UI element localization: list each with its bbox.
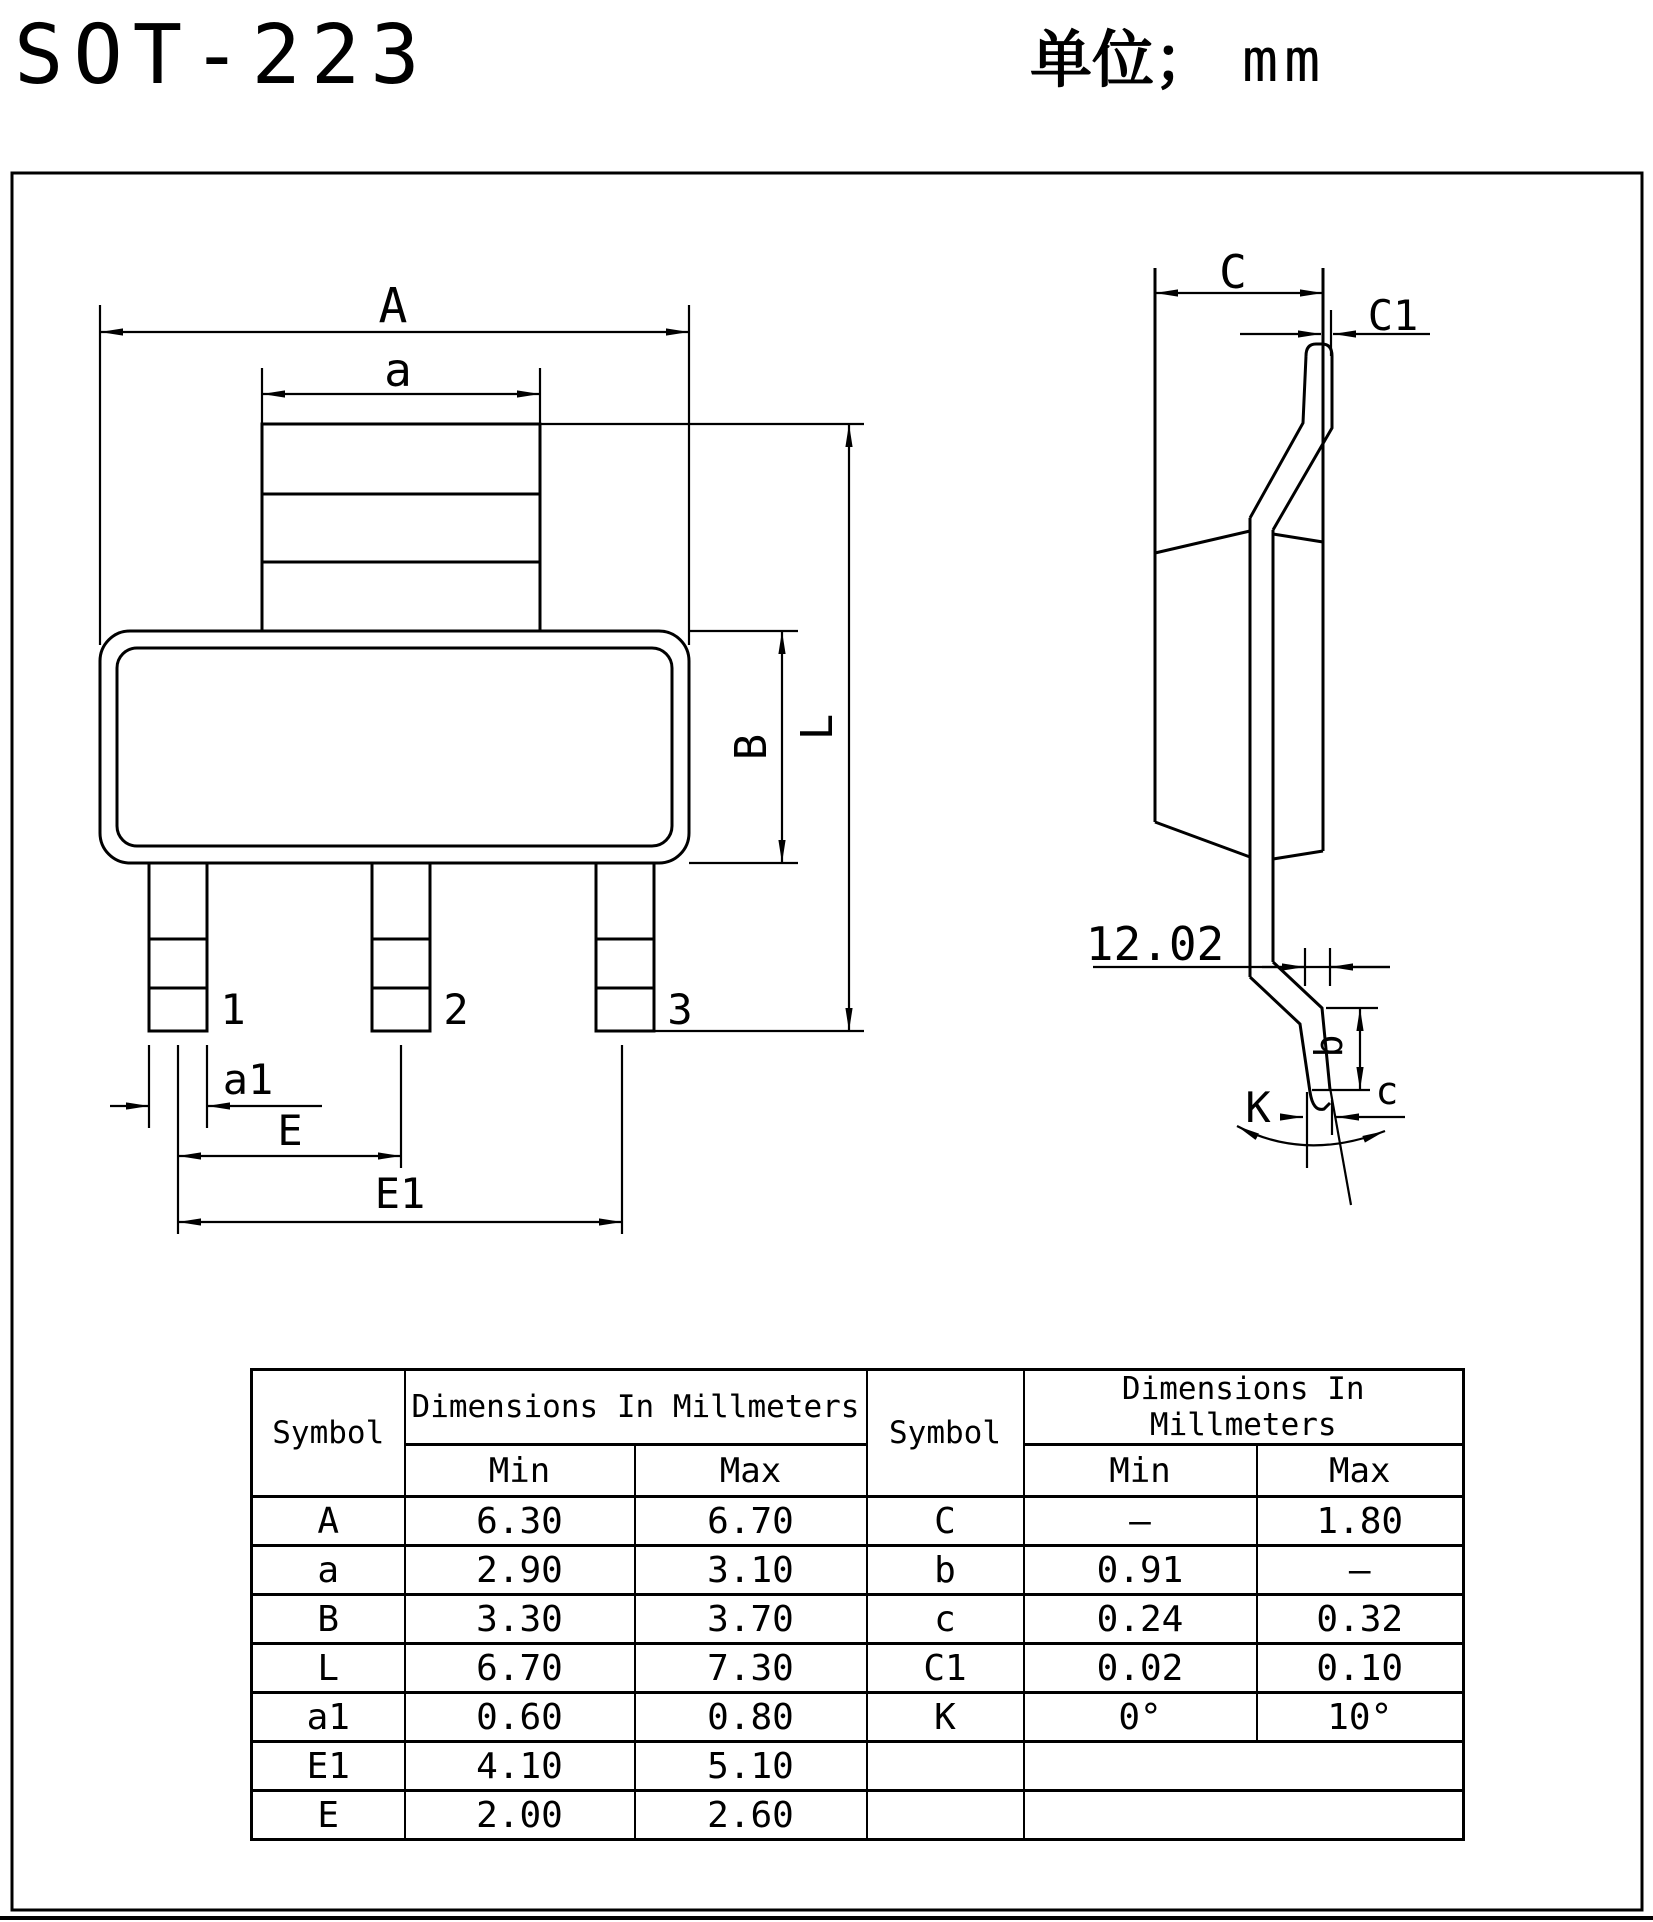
dim-label-c: c (1375, 1069, 1399, 1113)
front-view-dimensions (100, 305, 864, 1234)
max-cell: 3.10 (635, 1546, 867, 1595)
symbol-cell: b (867, 1546, 1024, 1595)
table-row (252, 1497, 1464, 1546)
symbol-cell: C (867, 1497, 1024, 1546)
table-header-min-left: Min (405, 1445, 635, 1497)
table-row (252, 1742, 1464, 1791)
side-view-labels (1086, 245, 1419, 1132)
dimension-table (250, 1368, 1465, 1841)
dim-label-B: B (726, 733, 777, 761)
dim-label-a1: a1 (222, 1055, 274, 1104)
symbol-cell: c (867, 1595, 1024, 1644)
table-header-symbol-right: Symbol (867, 1370, 1024, 1497)
table-header-symbol-left: Symbol (252, 1370, 405, 1497)
table-header-max-left: Max (635, 1445, 867, 1497)
min-cell: 6.30 (405, 1497, 635, 1546)
min-cell: 2.90 (405, 1546, 635, 1595)
table-row (252, 1791, 1464, 1840)
min-cell: 0° (1024, 1693, 1257, 1742)
dim-label-a: a (384, 343, 412, 397)
max-cell: 5.10 (635, 1742, 867, 1791)
unit-label-value: mm (1242, 26, 1327, 96)
symbol-cell: E (252, 1791, 405, 1840)
min-cell: – (1024, 1497, 1257, 1546)
dim-label-L: L (792, 713, 843, 741)
symbol-cell: B (252, 1595, 405, 1644)
front-view-labels (220, 278, 843, 1218)
pin-label-3: 3 (667, 985, 693, 1034)
dim-label-A: A (378, 278, 408, 334)
dim-label-K: K (1245, 1083, 1271, 1132)
table-header-dimensions-right: Dimensions In Millmeters (1024, 1370, 1464, 1445)
dim-label-E1: E1 (374, 1169, 426, 1218)
dim-label-C1: C1 (1367, 291, 1419, 340)
symbol-cell (867, 1742, 1024, 1791)
dim-label-12-02: 12.02 (1085, 917, 1225, 971)
symbol-cell (867, 1791, 1024, 1840)
empty-cell (1024, 1742, 1464, 1791)
min-cell: 0.02 (1024, 1644, 1257, 1693)
min-cell: 0.60 (405, 1693, 635, 1742)
table-row (252, 1595, 1464, 1644)
dim-label-b: b (1307, 1034, 1351, 1058)
symbol-cell: L (252, 1644, 405, 1693)
symbol-cell: a1 (252, 1693, 405, 1742)
max-cell: 7.30 (635, 1644, 867, 1693)
pin-label-1: 1 (220, 985, 246, 1034)
front-body (100, 631, 689, 863)
max-cell: 0.32 (1257, 1595, 1464, 1644)
table-header-max-right: Max (1257, 1445, 1464, 1497)
side-tab (1250, 344, 1332, 530)
front-view (100, 424, 689, 1031)
side-view (1155, 268, 1351, 1205)
table-header-min-right: Min (1024, 1445, 1257, 1497)
symbol-cell: C1 (867, 1644, 1024, 1693)
symbol-cell: K (867, 1693, 1024, 1742)
front-tab (262, 424, 540, 631)
max-cell: 10° (1257, 1693, 1464, 1742)
max-cell: – (1257, 1546, 1464, 1595)
symbol-cell: a (252, 1546, 405, 1595)
symbol-cell: A (252, 1497, 405, 1546)
min-cell: 3.30 (405, 1595, 635, 1644)
min-cell: 2.00 (405, 1791, 635, 1840)
table-row (252, 1644, 1464, 1693)
max-cell: 6.70 (635, 1497, 867, 1546)
min-cell: 6.70 (405, 1644, 635, 1693)
side-body (1155, 268, 1323, 859)
max-cell: 0.10 (1257, 1644, 1464, 1693)
side-lead (1250, 518, 1330, 1109)
unit-label-prefix: 单位； (1030, 23, 1217, 96)
max-cell: 1.80 (1257, 1497, 1464, 1546)
min-cell: 4.10 (405, 1742, 635, 1791)
pin-label-2: 2 (443, 985, 469, 1034)
symbol-cell: E1 (252, 1742, 405, 1791)
max-cell: 3.70 (635, 1595, 867, 1644)
min-cell: 0.24 (1024, 1595, 1257, 1644)
dim-label-E: E (277, 1106, 303, 1155)
table-header-dimensions-left: Dimensions In Millmeters (405, 1370, 867, 1445)
dim-label-C: C (1219, 245, 1247, 299)
table-row (252, 1546, 1464, 1595)
min-cell: 0.91 (1024, 1546, 1257, 1595)
page-title: SOT-223 (14, 8, 430, 103)
empty-cell (1024, 1791, 1464, 1840)
table-row (252, 1693, 1464, 1742)
side-view-dimensions (1093, 293, 1430, 1145)
max-cell: 2.60 (635, 1791, 867, 1840)
max-cell: 0.80 (635, 1693, 867, 1742)
